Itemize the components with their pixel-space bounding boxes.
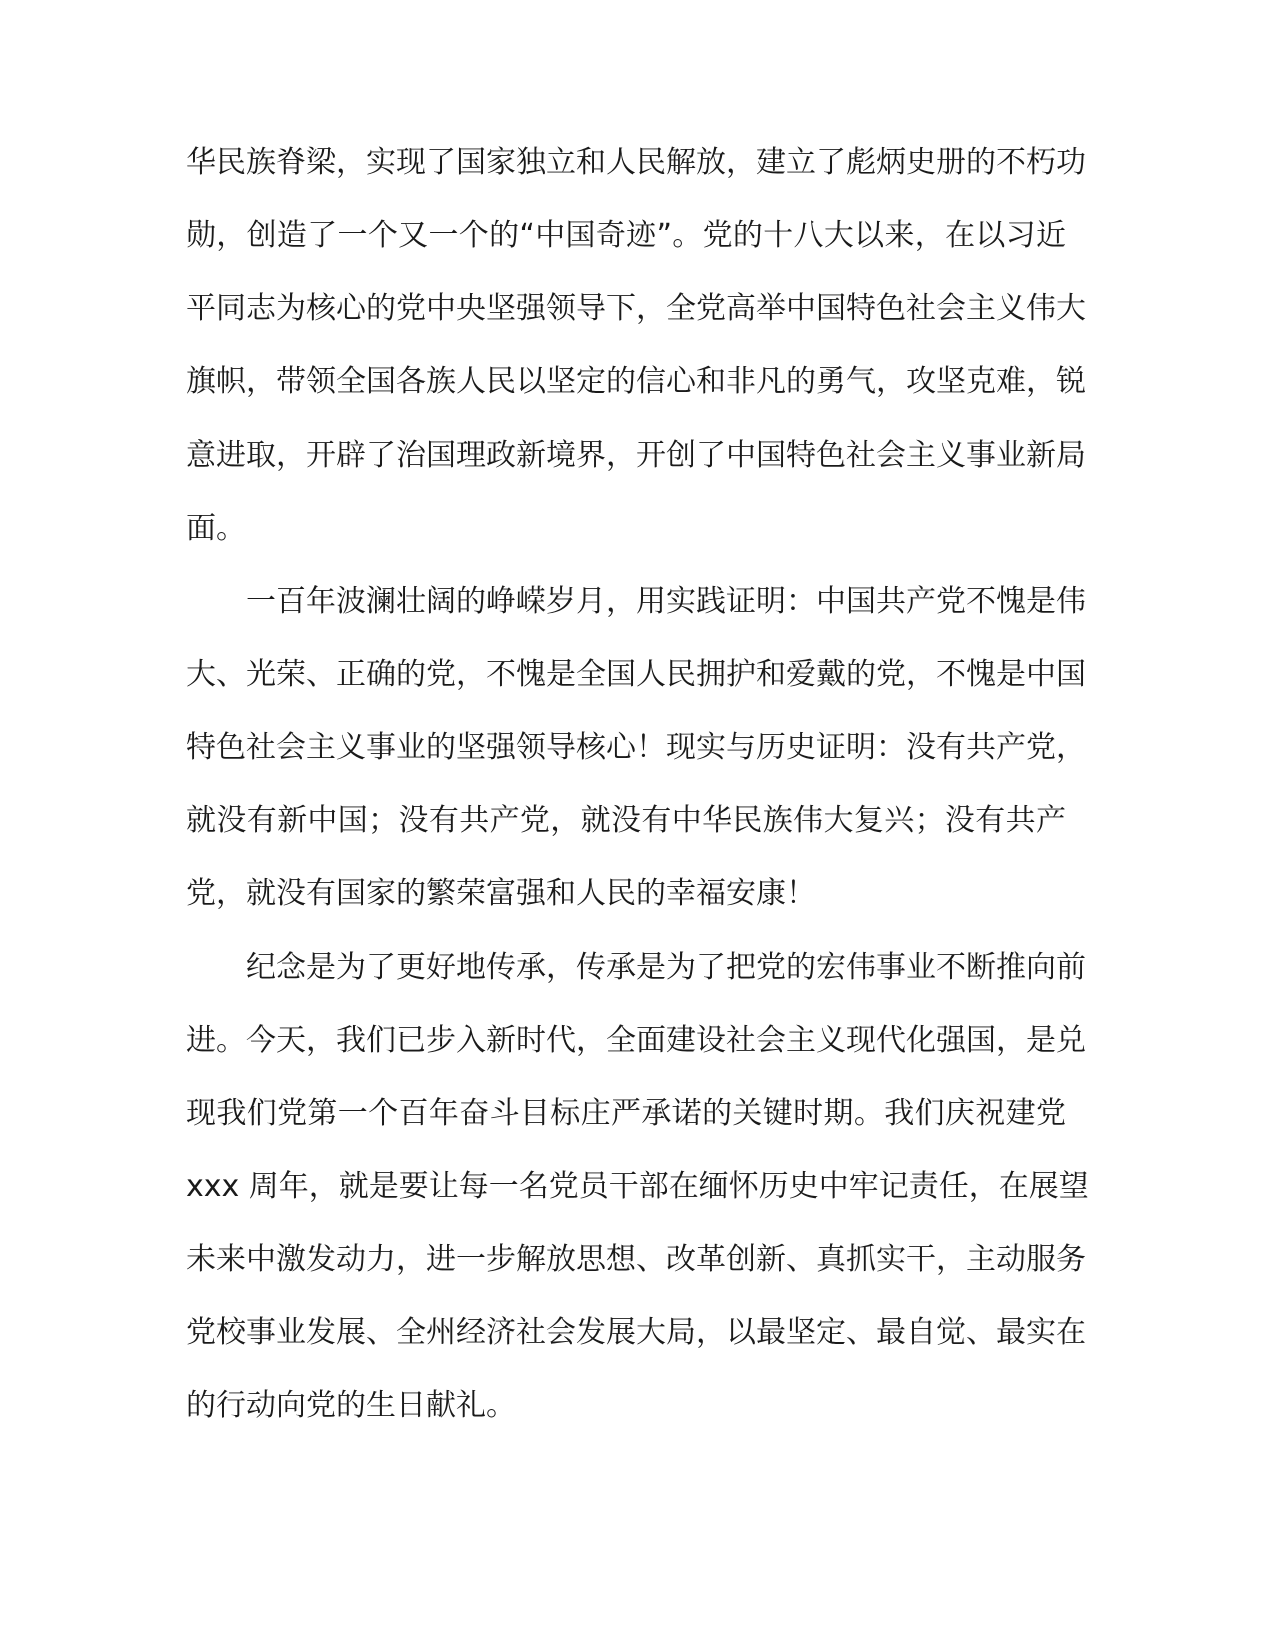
text-line: 华民族脊梁，实现了国家独立和人民解放，建立了彪炳史册的不朽功	[186, 145, 1086, 180]
text-line: 一百年波澜壮阔的峥嵘岁月，用实践证明：中国共产党不愧是伟	[246, 584, 1086, 619]
text-line: 就没有新中国；没有共产党，就没有中华民族伟大复兴；没有共产	[186, 803, 1066, 838]
text-line: 平同志为核心的党中央坚强领导下，全党高举中国特色社会主义伟大	[186, 291, 1086, 326]
text-line: 大、光荣、正确的党，不愧是全国人民拥护和爱戴的党，不愧是中国	[186, 657, 1086, 692]
text-line: 意进取，开辟了治国理政新境界，开创了中国特色社会主义事业新局	[186, 438, 1086, 473]
text-line: 旗帜，带领全国各族人民以坚定的信心和非凡的勇气，攻坚克难，锐	[186, 364, 1086, 399]
text-line: xxx 周年，就是要让每一名党员干部在缅怀历史中牢记责任，在展望	[186, 1169, 1089, 1204]
text-line: 面。	[186, 511, 246, 546]
text-line: 纪念是为了更好地传承，传承是为了把党的宏伟事业不断推向前	[246, 950, 1086, 985]
text-line: 特色社会主义事业的坚强领导核心！现实与历史证明：没有共产党，	[186, 730, 1086, 765]
text-line: 的行动向党的生日献礼。	[186, 1388, 516, 1423]
text-line: 勋，创造了一个又一个的“中国奇迹”。党的十八大以来，在以习近	[186, 218, 1066, 253]
text-line: 未来中激发动力，进一步解放思想、改革创新、真抓实干，主动服务	[186, 1242, 1086, 1277]
text-line: 进。今天，我们已步入新时代，全面建设社会主义现代化强国，是兑	[186, 1023, 1086, 1058]
text-line: 党，就没有国家的繁荣富强和人民的幸福安康！	[186, 876, 816, 911]
text-line: 党校事业发展、全州经济社会发展大局，以最坚定、最自觉、最实在	[186, 1315, 1086, 1350]
text-line: 现我们党第一个百年奋斗目标庄严承诺的关键时期。我们庆祝建党	[186, 1096, 1066, 1131]
